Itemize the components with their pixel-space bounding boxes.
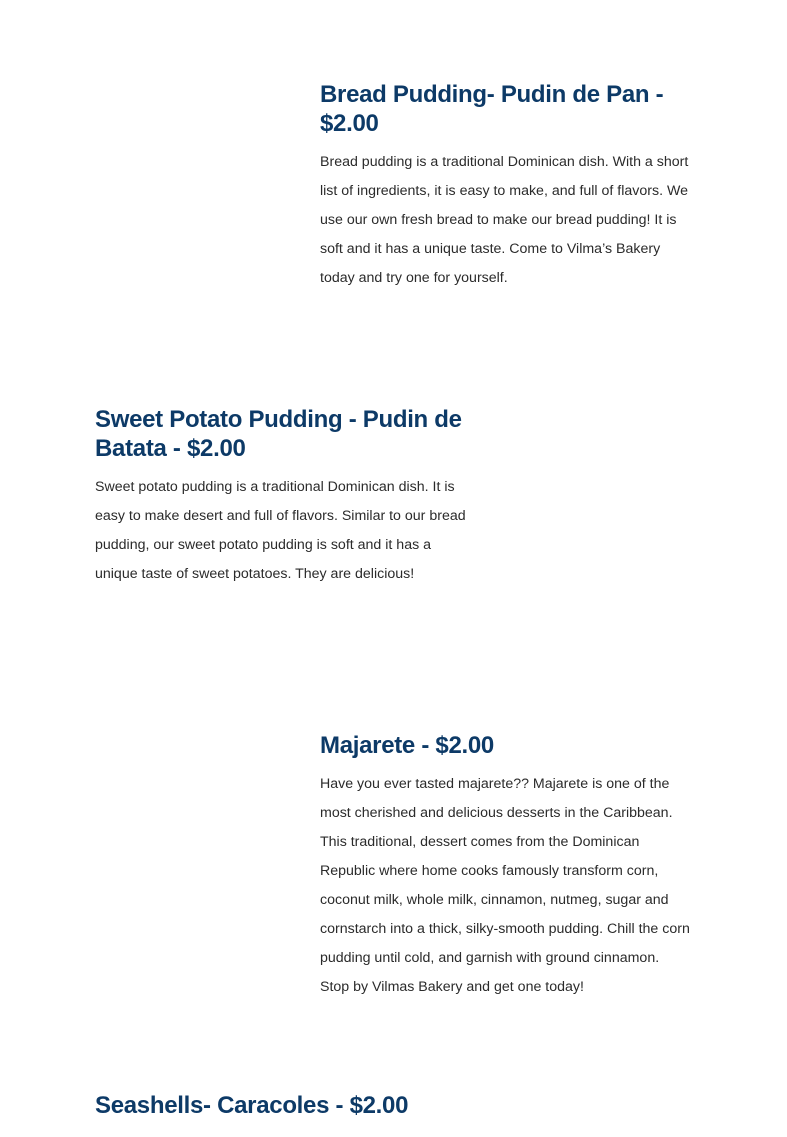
menu-item-description [320,770,692,1002]
menu-item-majarete [320,731,692,1002]
menu-item-description-text: Have you ever tasted majarete?? Majarete is one of the most cherished and delicious desserts in the Caribbean. This traditional, dessert comes from the Dominican Republic where home cooks famously transform corn, coconut milk, whole milk, cinnamon, nutmeg, sugar and cornstarch into a thick, silky-smooth pudding. Chill the corn pudding until cold, and garnish with ground cinnamon. [320,776,690,966]
menu-item-title: Seashells- Caracoles - $2.00 [95,1092,409,1119]
bread-pudding-image [95,80,295,290]
menu-item-title: Bread Pudding- Pudin de Pan - $2.00 [320,81,664,137]
menu-item-sweet-potato-pudding [95,405,471,589]
menu-item-bread-pudding [320,80,692,293]
sweet-potato-pudding-image [495,405,695,585]
menu-item-title: Sweet Potato Pudding - Pudin de Batata - $2.00 [95,406,462,462]
menu-item-description-text: Sweet potato pudding is a traditional Dominican dish. It is easy to make desert and full of flavors. Similar to our bread pudding, our sweet potato pudding is soft and it has a unique taste of sweet potatoes. They are delicious! [95,479,466,582]
menu-item-call-to-action: Stop by Vilmas Bakery and get one today! [320,979,584,995]
menu-item-description [95,473,471,589]
majarete-image [95,731,295,1031]
menu-item-description-text: Bread pudding is a traditional Dominican dish. With a short list of ingredients, it is easy to make, and full of flavors. We use our own fresh bread to make our bread pudding! It is soft and it has a unique taste. Come to Vilma’s Bakery today and try one for yourself. [320,154,689,286]
menu-item-description [320,148,692,293]
menu-item-title: Majarete - $2.00 [320,732,494,759]
menu-item-seashells [95,1091,515,1120]
